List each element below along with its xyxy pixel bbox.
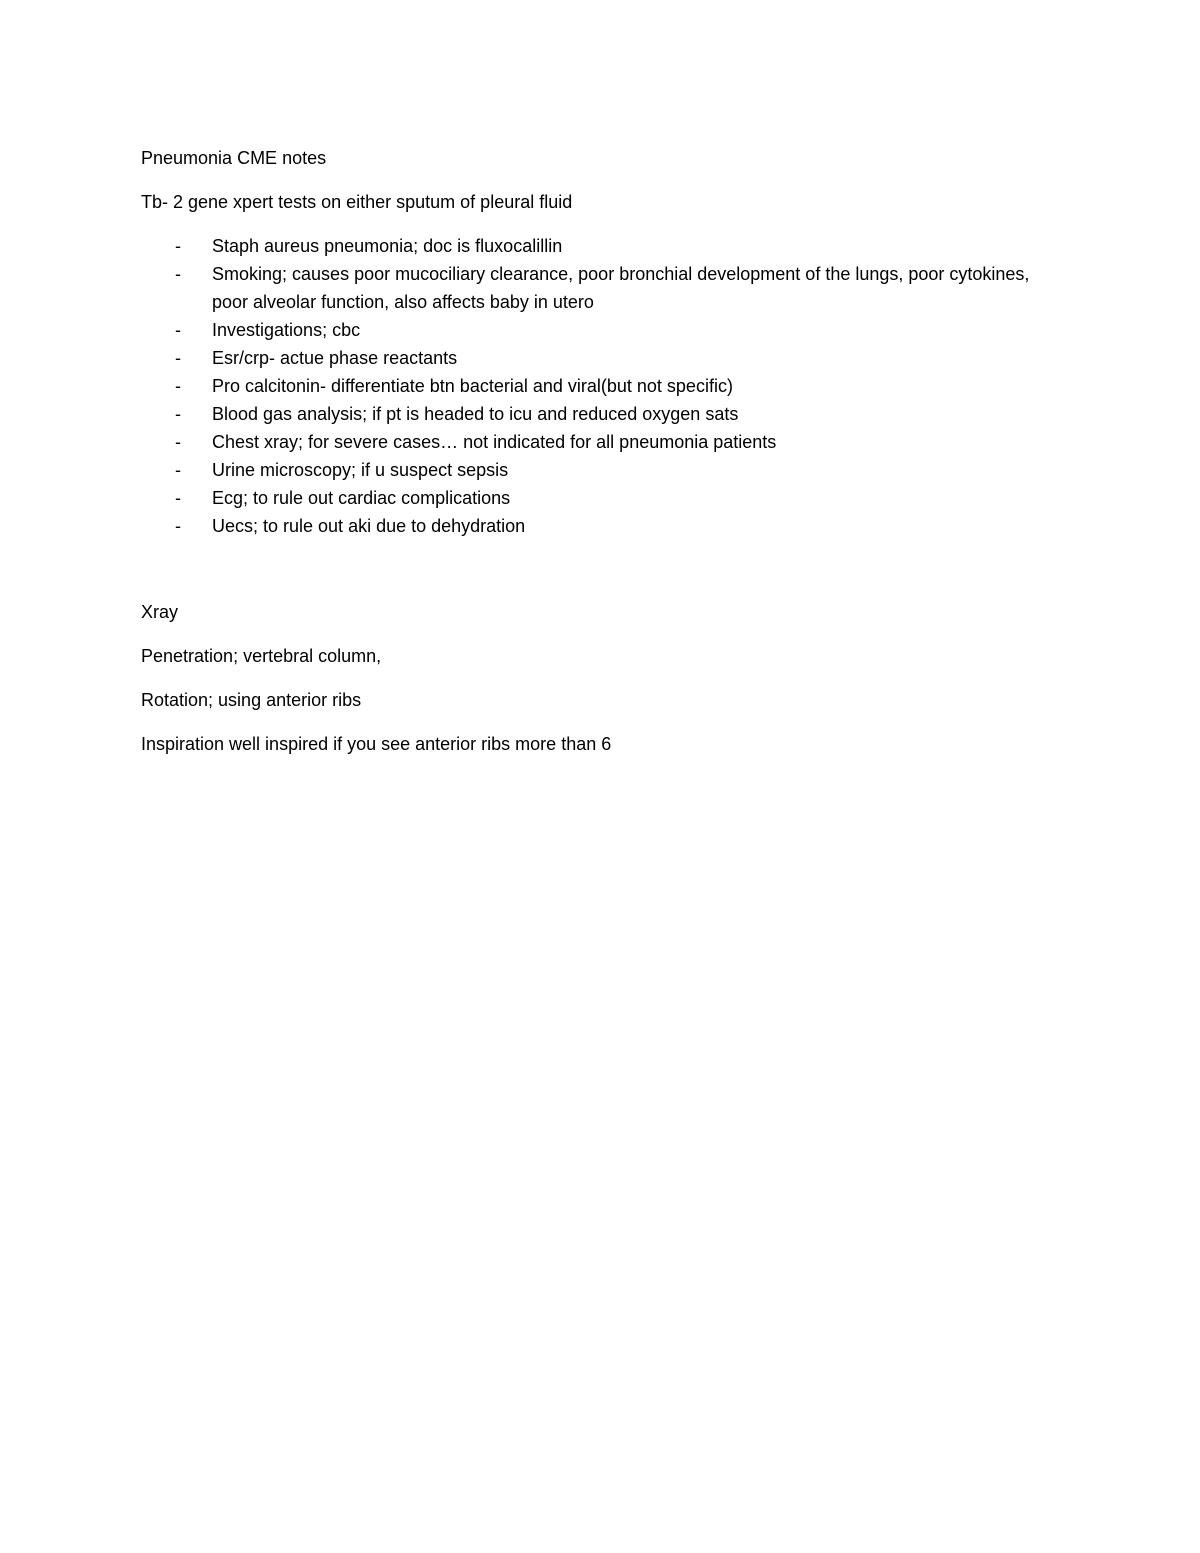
bullet-dash: -	[175, 348, 181, 368]
bullet-dash: -	[175, 404, 181, 424]
list-item-text: Esr/crp- actue phase reactants	[212, 348, 458, 368]
section-spacer	[141, 540, 1061, 598]
document-body	[141, 144, 1061, 774]
list-item	[141, 316, 1061, 344]
list-item-text: Ecg; to rule out cardiac complications	[212, 488, 511, 508]
bullet-dash: -	[175, 236, 181, 256]
list-item-text: Urine microscopy; if u suspect sepsis	[212, 460, 509, 480]
bullet-dash: -	[175, 264, 181, 284]
bullet-dash: -	[175, 460, 181, 480]
list-item-text: Blood gas analysis; if pt is headed to icu and reduced oxygen sats	[212, 404, 739, 424]
list-item-text: Pro calcitonin- differentiate btn bacterial and viral(but not specific)	[212, 376, 733, 396]
bullet-dash: -	[175, 376, 181, 396]
list-item-text: Investigations; cbc	[212, 320, 361, 340]
bullet-dash: -	[175, 488, 181, 508]
investigation-list	[141, 232, 1061, 540]
xray-point: Inspiration well inspired if you see anterior ribs more than 6	[141, 734, 612, 754]
bullet-dash: -	[175, 516, 181, 536]
list-item-text: Chest xray; for severe cases… not indicated for all pneumonia patients	[212, 432, 777, 452]
list-item	[141, 456, 1061, 484]
list-item-text: Staph aureus pneumonia; doc is fluxocalillin	[212, 236, 563, 256]
bullet-dash: -	[175, 320, 181, 340]
list-item	[141, 428, 1061, 456]
list-item	[141, 232, 1061, 260]
list-item	[141, 372, 1061, 400]
list-item	[141, 344, 1061, 372]
xray-heading: Xray	[141, 602, 179, 622]
bullet-dash: -	[175, 432, 181, 452]
list-item	[141, 484, 1061, 512]
intro-line: Tb- 2 gene xpert tests on either sputum of pleural fluid	[141, 192, 573, 212]
xray-point: Penetration; vertebral column,	[141, 646, 382, 666]
document-title: Pneumonia CME notes	[141, 148, 327, 168]
xray-point: Rotation; using anterior ribs	[141, 690, 362, 710]
list-item	[141, 512, 1061, 540]
list-item-text: Smoking; causes poor mucociliary clearance, poor bronchial development of the lungs, poor cytokines, poor alveolar function, also affects baby in utero	[212, 264, 1030, 312]
list-item	[141, 260, 1061, 316]
list-item-text: Uecs; to rule out aki due to dehydration	[212, 516, 526, 536]
list-item	[141, 400, 1061, 428]
